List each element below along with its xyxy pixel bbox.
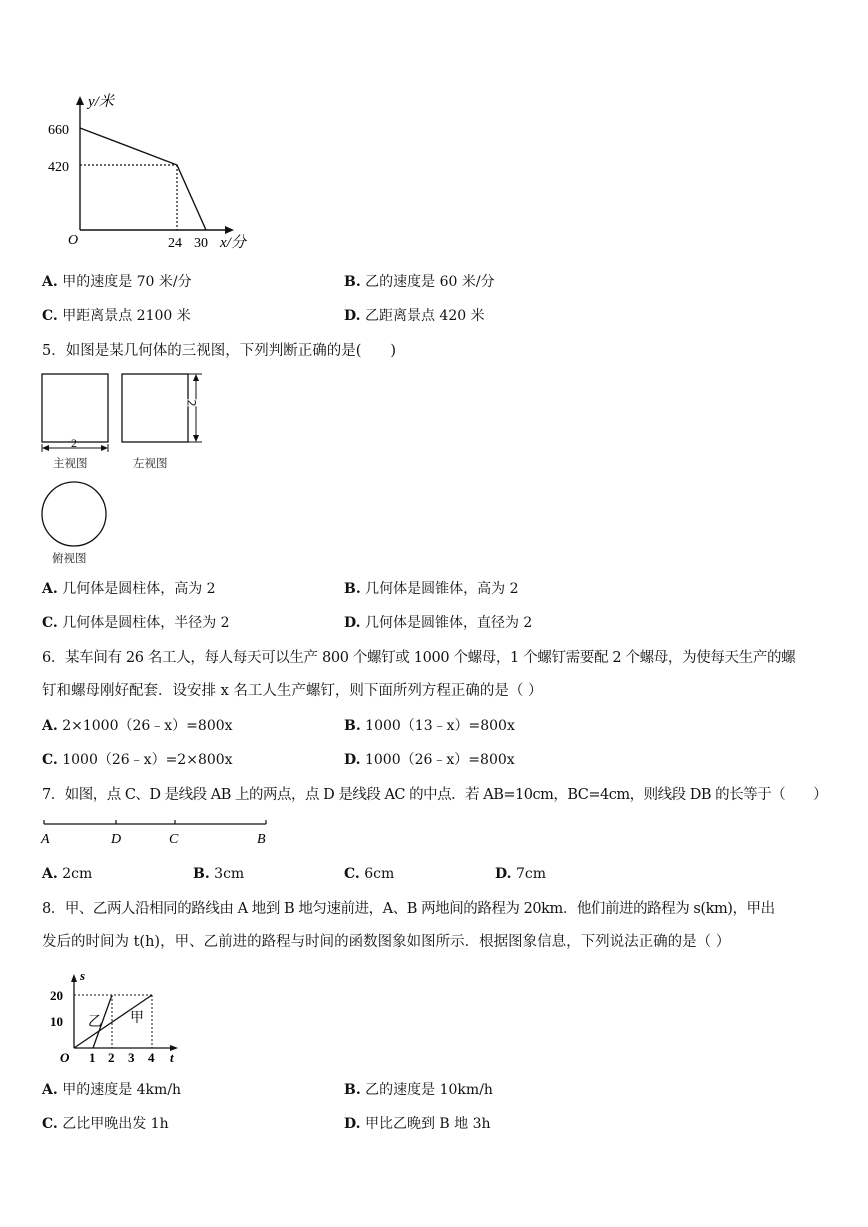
option-text: 甲的速度是 70 米/分 [62, 274, 192, 290]
option-text: 几何体是圆锥体，直径为 2 [364, 615, 533, 631]
option-letter: A. [42, 581, 58, 597]
q4-distance-time-graph [40, 90, 270, 260]
option-letter: C. [344, 866, 360, 882]
option-letter: B. [344, 274, 361, 290]
q4-x-axis-label: x/分 [220, 235, 246, 251]
q5-left-view-label: 左视图 [133, 456, 168, 470]
option-text: 2cm [62, 866, 93, 882]
q4-y-tick-420: 420 [48, 160, 69, 175]
option-letter: B. [344, 581, 361, 597]
q4-option-c [42, 307, 191, 325]
q8-origin-label: O [60, 1050, 70, 1065]
q7-point-a: A [41, 832, 50, 847]
q4-y-tick-660: 660 [48, 123, 69, 138]
q8-stem-line1: 8．甲、乙两人沿相同的路线由 A 地到 B 地匀速前进，A、B 两地间的路程为 20km．他们前进的路程为 s(km)，甲出 [42, 901, 775, 917]
q7-line-segment-figure [38, 816, 278, 848]
q5-stem: 5．如图是某几何体的三视图，下列判断正确的是( ) [42, 343, 397, 359]
q5-option-c [42, 614, 230, 632]
q5-front-dimension: 2 [71, 436, 77, 450]
q8-x-tick-3: 3 [128, 1050, 135, 1065]
q6-stem-line1: 6．某车间有 26 名工人，每人每天可以生产 800 个螺钉或 1000 个螺母，1 个螺钉需要配 2 个螺母，为使每天生产的螺 [42, 650, 796, 666]
q8-x-tick-2: 2 [108, 1050, 115, 1065]
q6-stem-line2: 钉和螺母刚好配套．设安排 x 名工人生产螺钉，则下面所列方程正确的是（ ） [42, 683, 543, 699]
option-letter: C. [42, 308, 58, 324]
q5-option-a [42, 580, 216, 598]
option-text: 几何体是圆柱体，高为 2 [62, 581, 216, 597]
option-text: 乙比甲晚出发 1h [62, 1116, 169, 1132]
option-letter: C. [42, 615, 58, 631]
q8-x-tick-1: 1 [89, 1050, 96, 1065]
q6-option-d [344, 751, 515, 769]
q5-option-b [344, 580, 519, 598]
q7-option-a [42, 865, 92, 883]
option-letter: A. [42, 274, 58, 290]
q8-option-a [42, 1081, 181, 1099]
option-text: 6cm [364, 866, 395, 882]
q8-stem-line2: 发后的时间为 t(h)，甲、乙前进的路程与时间的函数图象如图所示．根据图象信息，下列说法正确的是（ ） [42, 934, 731, 950]
option-letter: D. [495, 866, 512, 882]
option-text: 几何体是圆锥体，高为 2 [365, 581, 519, 597]
q8-y-tick-20: 20 [50, 988, 63, 1003]
q6-option-b [344, 717, 515, 735]
q8-line-label-jia: 甲 [130, 1011, 144, 1026]
option-letter: D. [344, 308, 361, 324]
q8-option-d [344, 1115, 491, 1133]
q7-point-d: D [111, 832, 122, 847]
q8-y-axis-label: s [80, 968, 86, 983]
q8-option-c [42, 1115, 169, 1133]
option-letter: C. [42, 752, 58, 768]
option-text: 几何体是圆柱体，半径为 2 [62, 615, 230, 631]
option-text: 1000（13﹣x）=800x [365, 718, 515, 734]
q7-option-d [495, 865, 546, 883]
q4-option-b [344, 273, 495, 291]
option-text: 甲的速度是 4km/h [62, 1082, 182, 1098]
option-letter: A. [42, 718, 58, 734]
option-text: 2×1000（26﹣x）=800x [62, 718, 233, 734]
q5-option-d [344, 614, 532, 632]
q4-x-tick-24: 24 [168, 236, 182, 251]
option-text: 3cm [214, 866, 245, 882]
option-letter: D. [344, 615, 361, 631]
q7-point-b: B [257, 832, 266, 847]
q8-line-label-yi: 乙 [88, 1015, 102, 1030]
option-text: 乙的速度是 10km/h [365, 1082, 493, 1098]
q6-option-a [42, 717, 233, 735]
q5-front-view-label: 主视图 [53, 456, 88, 470]
q4-option-a [42, 273, 192, 291]
option-text: 乙距离景点 420 米 [364, 308, 485, 324]
q7-option-c [344, 865, 394, 883]
option-letter: C. [42, 1116, 58, 1132]
q5-left-dimension: 2 [184, 399, 199, 407]
q8-x-tick-4: 4 [148, 1050, 155, 1065]
q4-y-axis-label: y/米 [88, 94, 114, 110]
option-letter: A. [42, 1082, 58, 1098]
option-text: 甲比乙晚到 B 地 3h [364, 1116, 491, 1132]
q6-option-c [42, 751, 233, 769]
option-text: 乙的速度是 60 米/分 [365, 274, 495, 290]
option-text: 1000（26﹣x）=2×800x [62, 752, 233, 768]
q7-point-c: C [169, 832, 179, 847]
option-text: 甲距离景点 2100 米 [62, 308, 191, 324]
q4-origin-label: O [68, 233, 79, 248]
option-letter: D. [344, 752, 361, 768]
option-text: 1000（26﹣x）=800x [364, 752, 515, 768]
q8-distance-time-graph [44, 968, 194, 1068]
option-letter: A. [42, 866, 58, 882]
option-letter: B. [344, 718, 361, 734]
q8-option-b [344, 1081, 493, 1099]
option-letter: B. [344, 1082, 361, 1098]
q7-option-b [193, 865, 244, 883]
option-text: 7cm [515, 866, 546, 882]
q4-option-d [344, 307, 485, 325]
q5-top-view-label: 俯视图 [52, 551, 87, 565]
q8-y-tick-10: 10 [50, 1014, 63, 1029]
option-letter: B. [193, 866, 210, 882]
q7-stem: 7．如图，点 C、D 是线段 AB 上的两点，点 D 是线段 AC 的中点．若 AB=10cm，BC=4cm，则线段 DB 的长等于（ ） [42, 787, 828, 803]
option-letter: D. [344, 1116, 361, 1132]
q8-x-axis-label: t [170, 1050, 174, 1065]
q4-x-tick-30: 30 [194, 236, 208, 251]
